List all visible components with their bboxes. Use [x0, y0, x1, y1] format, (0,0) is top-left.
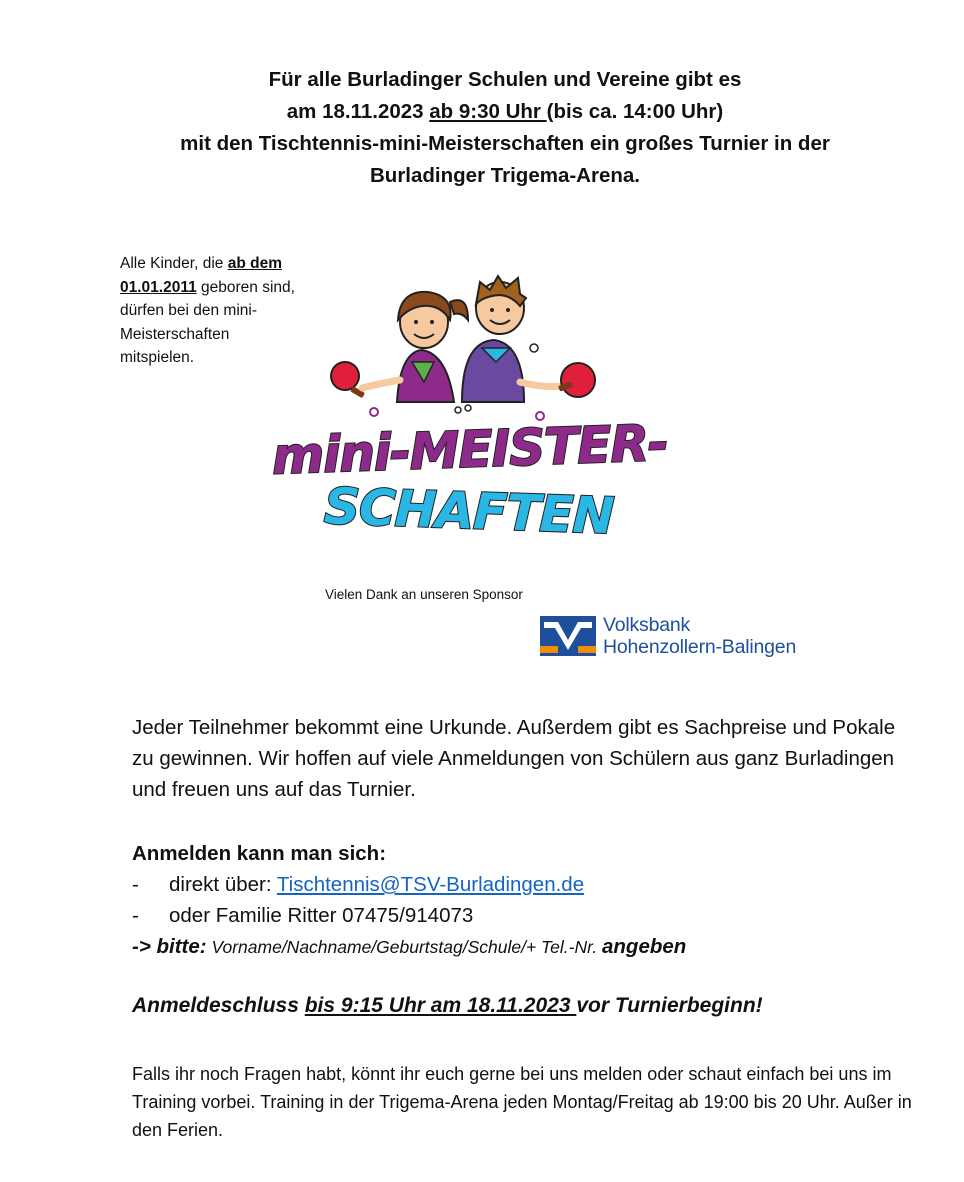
headline-date: am 18.11.2023	[286, 100, 430, 123]
volksbank-name	[603, 614, 796, 658]
age-note-date: ab dem 01.01.2011	[120, 255, 282, 296]
volksbank-emblem-icon	[540, 616, 596, 656]
headline-line-4: Burladinger Trigema-Arena.	[370, 164, 640, 187]
list-dash: -	[132, 904, 139, 927]
mini-meisterschaften-logo	[262, 262, 672, 552]
volksbank-logo	[540, 612, 840, 662]
angeben-label: angeben	[602, 935, 687, 958]
logo-line-2: SCHAFTEN	[323, 477, 615, 546]
sponsor-thanks: Vielen Dank an unseren Sponsor	[325, 587, 523, 602]
volksbank-line-2: Hohenzollern-Balingen	[603, 636, 797, 658]
age-note-pre: Alle Kinder, die	[120, 255, 228, 272]
registration-item-email	[132, 869, 912, 900]
prizes-paragraph: Jeder Teilnehmer bekommt eine Urkunde. Außerdem gibt es Sachpreise und Pokale zu gewinnen. Wir hoffen auf viele Anmeldungen von Schülern aus ganz Burladingen und freuen uns auf das Turnier.	[132, 716, 896, 801]
right-paddle-icon	[558, 363, 595, 397]
headline-line-1: Für alle Burladinger Schulen und Vereine gibt es	[268, 68, 742, 91]
registration-item-email-label: direkt über:	[169, 873, 277, 896]
registration-required-info	[132, 931, 912, 963]
bitte-label: -> bitte:	[132, 935, 207, 958]
left-paddle-icon	[331, 362, 365, 398]
deadline-time: bis 9:15 Uhr am 18.11.2023	[304, 994, 577, 1017]
registration-item-phone	[132, 900, 912, 931]
age-note-post: geboren sind, dürfen bei den mini-Meisterschaften mitspielen.	[120, 278, 295, 366]
registration-email-link[interactable]: Tischtennis@TSV-Burladingen.de	[276, 873, 585, 896]
boy-player-icon	[462, 276, 562, 402]
headline-line-2	[100, 96, 910, 128]
girl-player-icon	[362, 292, 468, 402]
closing-paragraph: Falls ihr noch Fragen habt, könnt ihr euch gerne bei uns melden oder schaut einfach bei uns im Training vorbei. Training in der Trigema-Arena jeden Montag/Freitag ab 19:00 bis 20 Uhr. Außer in den Ferien.	[132, 1064, 912, 1140]
headline-end-time: (bis ca. 14:00 Uhr)	[546, 100, 724, 123]
headline-line-3: mit den Tischtennis-mini-Meisterschaften ein großes Turnier in der	[180, 132, 830, 155]
logo-illustration	[262, 262, 672, 552]
registration-phone-text: oder Familie Ritter 07475/914073	[169, 904, 474, 927]
deadline-pre: Anmeldeschluss	[132, 994, 305, 1017]
registration-section	[132, 838, 912, 963]
list-dash: -	[132, 873, 139, 896]
volksbank-line-1: Volksbank	[603, 614, 691, 636]
registration-heading: Anmelden kann man sich:	[132, 842, 387, 865]
registration-deadline	[132, 994, 763, 1018]
required-fields: Vorname/Nachname/Geburtstag/Schule/+ Tel.-Nr.	[206, 937, 602, 957]
logo-line-1: mini-MEISTER-	[271, 413, 669, 486]
deadline-post: vor Turnierbeginn!	[576, 994, 763, 1017]
headline-start-time: ab 9:30 Uhr	[429, 100, 547, 123]
event-headline	[100, 64, 910, 192]
ball-trail-icon	[370, 405, 544, 420]
logo-lettering	[271, 414, 669, 545]
